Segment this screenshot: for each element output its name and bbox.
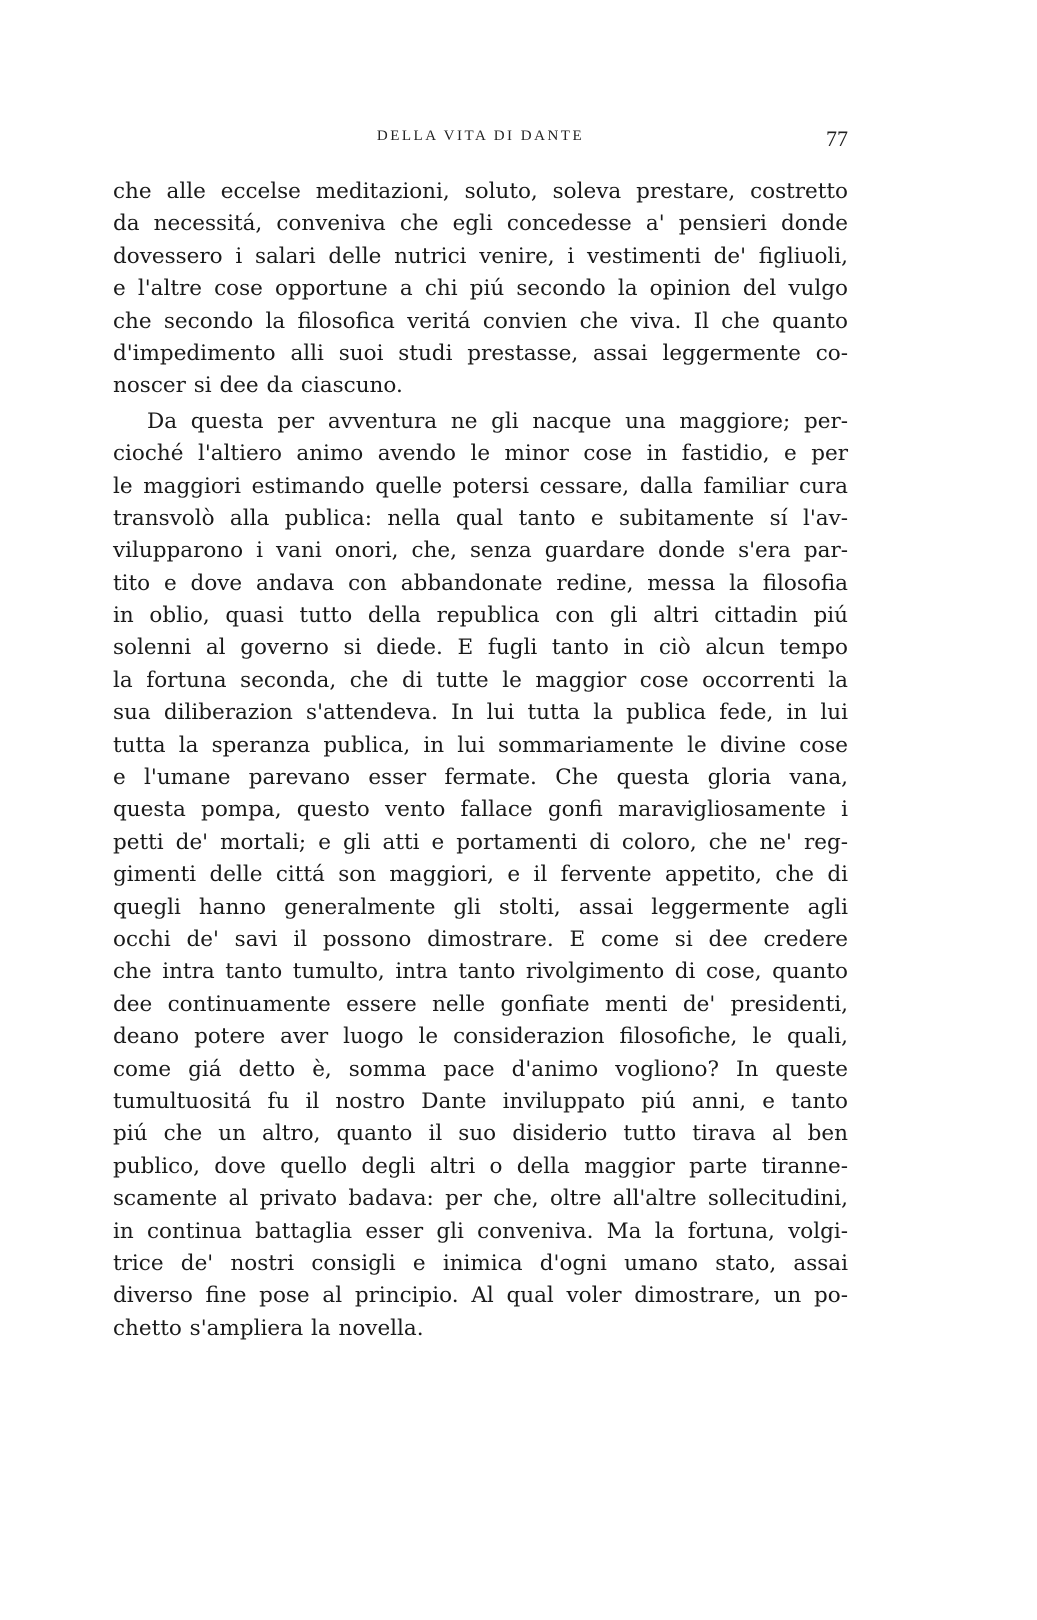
paragraph-2 xyxy=(113,406,848,1345)
running-header xyxy=(113,128,848,158)
text-line: che secondo la filosofica veritá convien che viva. Il che quanto xyxy=(113,308,848,334)
text-line: trice de' nostri consigli e inimica d'ogni umano stato, assai xyxy=(113,1250,848,1276)
text-line: da necessitá, conveniva che egli concedesse a' pensieri donde xyxy=(113,211,848,237)
text-line: occhi de' savi il possono dimostrare. E come si dee credere xyxy=(113,926,848,952)
text-line: tutta la speranza publica, in lui sommariamente le divine cose xyxy=(113,732,848,758)
text-line: quegli hanno generalmente gli stolti, assai leggermente agli xyxy=(113,894,848,920)
text-line: scamente al privato badava: per che, oltre all'altre sollecitudini, xyxy=(113,1186,848,1212)
text-line: le maggiori estimando quelle potersi cessare, dalla familiar cura xyxy=(113,473,848,499)
text-line: cioché l'altiero animo avendo le minor cose in fastidio, e per xyxy=(113,441,848,467)
text-line: d'impedimento alli suoi studi prestasse, assai leggermente co- xyxy=(113,340,848,366)
text-line: dee continuamente essere nelle gonfiate menti de' presidenti, xyxy=(113,991,848,1017)
body-text xyxy=(113,176,848,1345)
text-line: tito e dove andava con abbandonate redine, messa la filosofia xyxy=(113,570,848,596)
text-line: petti de' mortali; e gli atti e portamenti di coloro, che ne' reg- xyxy=(113,829,848,855)
text-line: in continua battaglia esser gli conveniva. Ma la fortuna, volgi- xyxy=(113,1218,848,1244)
text-line: e l'altre cose opportune a chi piú secondo la opinion del vulgo xyxy=(113,276,848,302)
text-line: in oblio, quasi tutto della republica con gli altri cittadin piú xyxy=(113,603,848,629)
text-line: la fortuna seconda, che di tutte le maggior cose occorrenti la xyxy=(113,667,848,693)
text-line: dovessero i salari delle nutrici venire, i vestimenti de' figliuoli, xyxy=(113,243,848,269)
text-line: diverso fine pose al principio. Al qual voler dimostrare, un po- xyxy=(113,1283,848,1309)
text-line: come giá detto è, somma pace d'animo vogliono? In queste xyxy=(113,1056,848,1082)
text-line: deano potere aver luogo le considerazion filosofiche, le quali, xyxy=(113,1024,848,1050)
text-line: piú che un altro, quanto il suo disiderio tutto tirava al ben xyxy=(113,1121,848,1147)
text-line: questa pompa, questo vento fallace gonfi maravigliosamente i xyxy=(113,797,848,823)
text-line: noscer si dee da ciascuno. xyxy=(113,373,403,399)
text-line: tumultuositá fu il nostro Dante inviluppato piú anni, e tanto xyxy=(113,1088,848,1114)
text-line: e l'umane parevano esser fermate. Che questa gloria vana, xyxy=(113,765,848,791)
text-line: gimenti delle cittá son maggiori, e il fervente appetito, che di xyxy=(113,862,848,888)
text-line: che alle eccelse meditazioni, soluto, soleva prestare, costretto xyxy=(113,179,848,204)
paragraph-1 xyxy=(113,176,848,403)
text-line: chetto s'ampliera la novella. xyxy=(113,1315,424,1341)
page-number: 77 xyxy=(826,126,848,151)
text-line: solenni al governo si diede. E fugli tanto in ciò alcun tempo xyxy=(113,635,848,661)
text-line: che intra tanto tumulto, intra tanto rivolgimento di cose, quanto xyxy=(113,959,848,985)
text-line: transvolò alla publica: nella qual tanto e subitamente sí l'av- xyxy=(113,505,848,531)
text-line: sua diliberazion s'attendeva. In lui tutta la publica fede, in lui xyxy=(113,700,848,726)
text-line: Da questa per avventura ne gli nacque una maggiore; per- xyxy=(147,408,848,434)
text-line: vilupparono i vani onori, che, senza guardare donde s'era par- xyxy=(113,538,848,564)
running-title: DELLA VITA DI DANTE xyxy=(376,128,585,144)
text-line: publico, dove quello degli altri o della maggior parte tiranne- xyxy=(113,1153,848,1179)
